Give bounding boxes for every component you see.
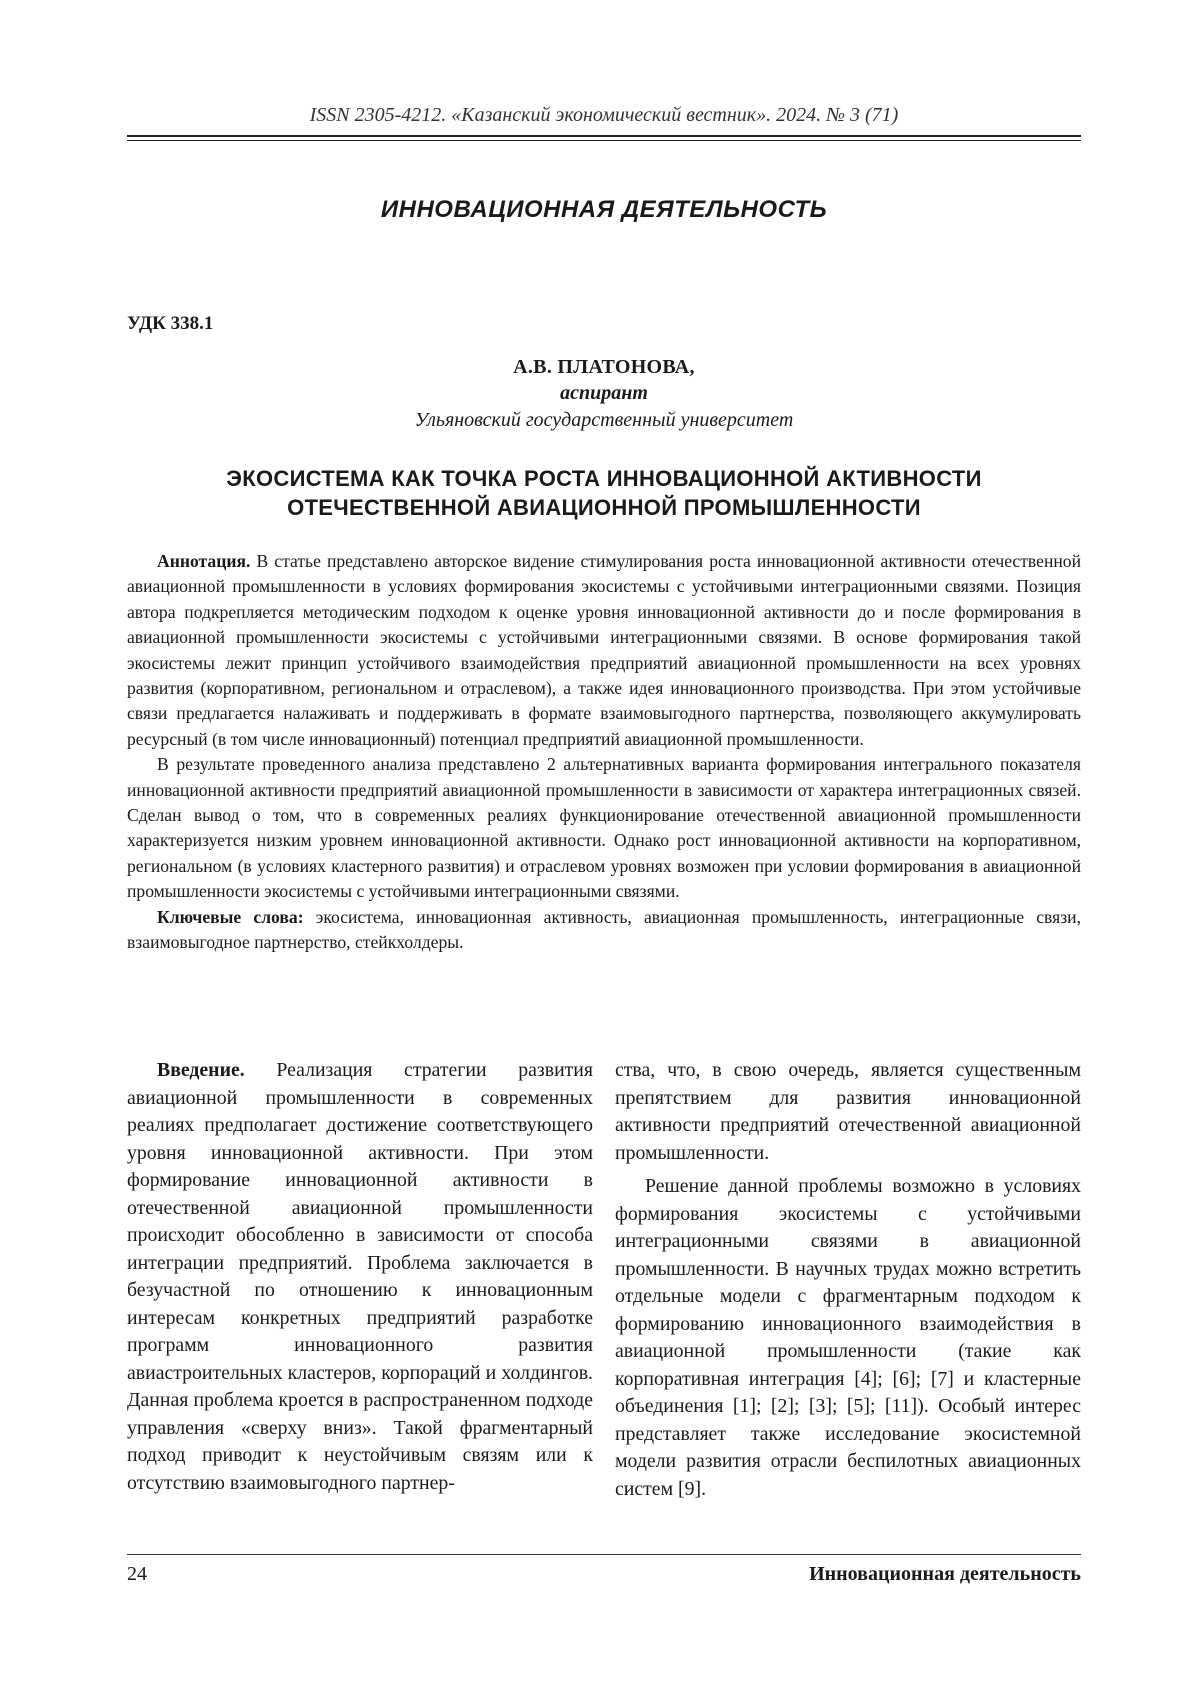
abstract-paragraph-2: В результате проведенного анализа представлено 2 альтернативных варианта формирования интегрального показателя инновационной активности предприятий авиационной промышленности в зависимости от характера интеграционных связей. Сделан вывод о том, что в современных реалиях функционирование отечественной авиационной промышленности характеризуется низким уровнем инновационной активности. Однако рост инновационной активности на корпоративном, региональном (в условиях кластерного развития) и отраслевом уровнях возможен при условии формирования в авиационной промышленности экосистемы с устойчивыми интеграционными связями. [127, 754, 1081, 902]
section-title: ИННОВАЦИОННАЯ ДЕЯТЕЛЬНОСТЬ [380, 196, 828, 223]
running-header: ISSN 2305-4212. «Казанский экономический вестник». 2024. № 3 (71) [309, 104, 899, 126]
article-title-line-2: ОТЕЧЕСТВЕННОЙ АВИАЦИОННОЙ ПРОМЫШЛЕННОСТИ [287, 495, 921, 520]
intro-text: Реализация стратегии развития авиационной промышленности в современных реалиях предполагает достижение соответствующего уровня инновационной активности. При этом формирование инновационной активности в отечественной авиационной промышленности происходит обособленно в зависимости от способа интеграции предприятий. Проблема заключается в безучастной по отношению к инновационным интересам конкретных предприятий разработке программ инновационного развития авиастроительных кластеров, корпораций и холдингов. Данная проблема кроется в распространенном подходе управления «сверху вниз». Такой фрагментарный подход приводит к неустойчивым связям или к отсутствию взаимовыгодного партнер- [127, 1059, 593, 1494]
article-title [127, 464, 1081, 522]
keywords-text: экосистема, инновационная активность, авиационная промышленность, интеграционные связи, взаимовыгодное партнерство, стейкхолдеры. [127, 906, 1081, 953]
abstract-label: Аннотация. [157, 551, 251, 571]
author-name: А.В. ПЛАТОНОВА, [513, 356, 695, 378]
author-role: аспирант [560, 382, 648, 404]
author-affiliation: Ульяновский государственный университет [414, 409, 794, 431]
header-rule-thin [127, 140, 1081, 141]
keywords-label: Ключевые слова: [157, 906, 304, 927]
abstract [127, 549, 1081, 956]
intro-label: Введение. [157, 1059, 245, 1081]
body-column-left [127, 1057, 593, 1497]
footer-section-name: Инновационная деятельность [809, 1563, 1081, 1585]
right-paragraph-2: Решение данной проблемы возможно в условиях формирования экосистемы с устойчивыми интеграционными связями в авиационной промышленности. В научных трудах можно встретить отдельные модели с фрагментарным подходом к формированию инновационного взаимодействия в авиационной промышленности (такие как корпоративная интеграция [4]; [6]; [7] и кластерные объединения [1]; [2]; [3]; [5]; [11]). Особый интерес представляет также исследование экосистемной модели развития отрасли беспилотных авиационных систем [9]. [615, 1175, 1081, 1500]
abstract-paragraph-1 [127, 549, 1081, 752]
intro-paragraph [127, 1057, 593, 1497]
keywords-paragraph [127, 905, 1081, 956]
abstract-text-1: В статье представлено авторское видение стимулирования роста инновационной активности отечественной авиационной промышленности в условиях формирования экосистемы с устойчивыми интеграционными связями. Позиция автора подкрепляется методическим подходом к оценке уровня инновационной активности до и после формирования в авиационной промышленности экосистемы с устойчивыми интеграционными связями. В основе формирования такой экосистемы лежит принцип устойчивого взаимодействия предприятий авиационной промышленности на всех уровнях развития (корпоративном, региональном и отраслевом), а также идея инновационного производства. При этом устойчивые связи предлагается налаживать и поддерживать в формате взаимовыгодного партнерства, позволяющего аккумулировать ресурсный (в том числе инновационный) потенциал предприятий авиационной промышленности. [127, 551, 1081, 749]
right-paragraph-1: ства, что, в свою очередь, является существенным препятствием для развития инновационной активности предприятий отечественной авиационной промышленности. [615, 1059, 1081, 1164]
header-rule-thick [127, 135, 1081, 137]
footer-rule [127, 1554, 1081, 1555]
page-number: 24 [127, 1563, 147, 1585]
udk-code: УДК 338.1 [127, 313, 214, 334]
article-title-line-1: ЭКОСИСТЕМА КАК ТОЧКА РОСТА ИННОВАЦИОННОЙ АКТИВНОСТИ [226, 466, 982, 491]
body-column-right [615, 1057, 1081, 1503]
